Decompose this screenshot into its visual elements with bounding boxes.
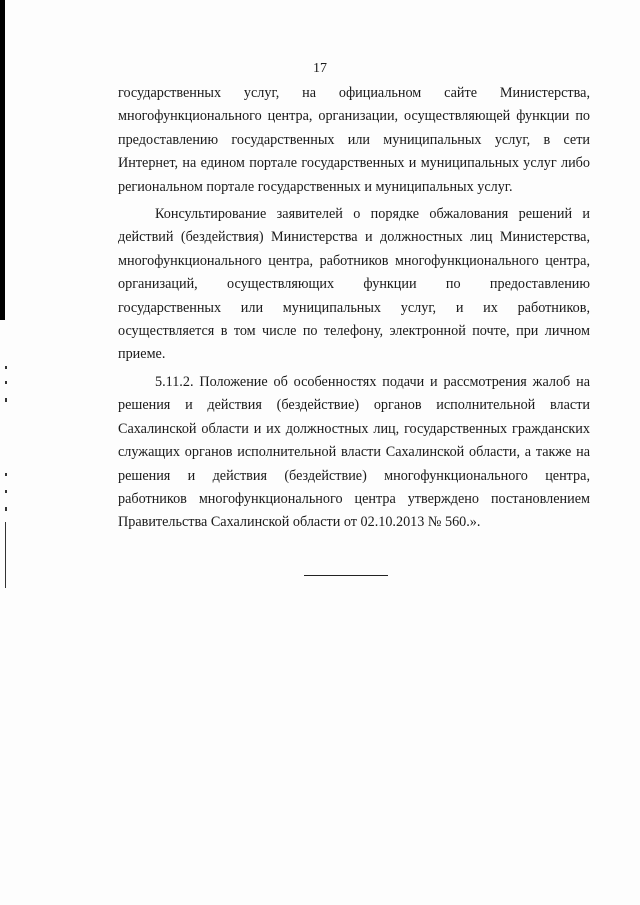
paragraph-continuation: государственных услуг, на официальном сайте Министерства, многофункционального центра, организации, осуществляющей функции по предоставлению государственных или муниципальных услуг, в сети Интернет, на едином портале государственных и муниципальных услуг либо региональном портале государственных и муниципальных услуг. bbox=[118, 85, 590, 195]
scan-margin-mark bbox=[5, 473, 7, 476]
document-body bbox=[118, 82, 590, 535]
scan-margin-mark bbox=[5, 490, 7, 493]
scan-margin-mark bbox=[5, 381, 7, 384]
paragraph-section-5-11-2: 5.11.2. Положение об особенностях подачи и рассмотрения жалоб на решения и действия (бездействие) органов исполнительной власти Сахалинской области и их должностных лиц, государственных гражданских служащих органов исполнительной власти Сахалинской области, а также на решения и действия (бездействие) многофункционального центра, работников многофункционального центра утверждено постановлением Правительства Сахалинской области от 02.10.2013 № 560.». bbox=[118, 373, 590, 531]
scan-binding-edge bbox=[0, 0, 5, 320]
scan-margin-mark bbox=[5, 398, 7, 402]
page-number: 17 bbox=[313, 61, 327, 76]
closing-rule bbox=[304, 575, 388, 576]
scan-margin-mark bbox=[5, 366, 7, 369]
scan-margin-mark bbox=[5, 507, 7, 511]
scan-margin-mark bbox=[5, 522, 6, 588]
paragraph-consultation: Консультирование заявителей о порядке обжалования решений и действий (бездействия) Министерства и должностных лиц Министерства, многофункционального центра, работников многофункционального центра, организаций, осуществляющих функции по предоставлению государственных или муниципальных услуг, и их работников, осуществляется в том числе по телефону, электронной почте, при личном приеме. bbox=[118, 206, 590, 363]
